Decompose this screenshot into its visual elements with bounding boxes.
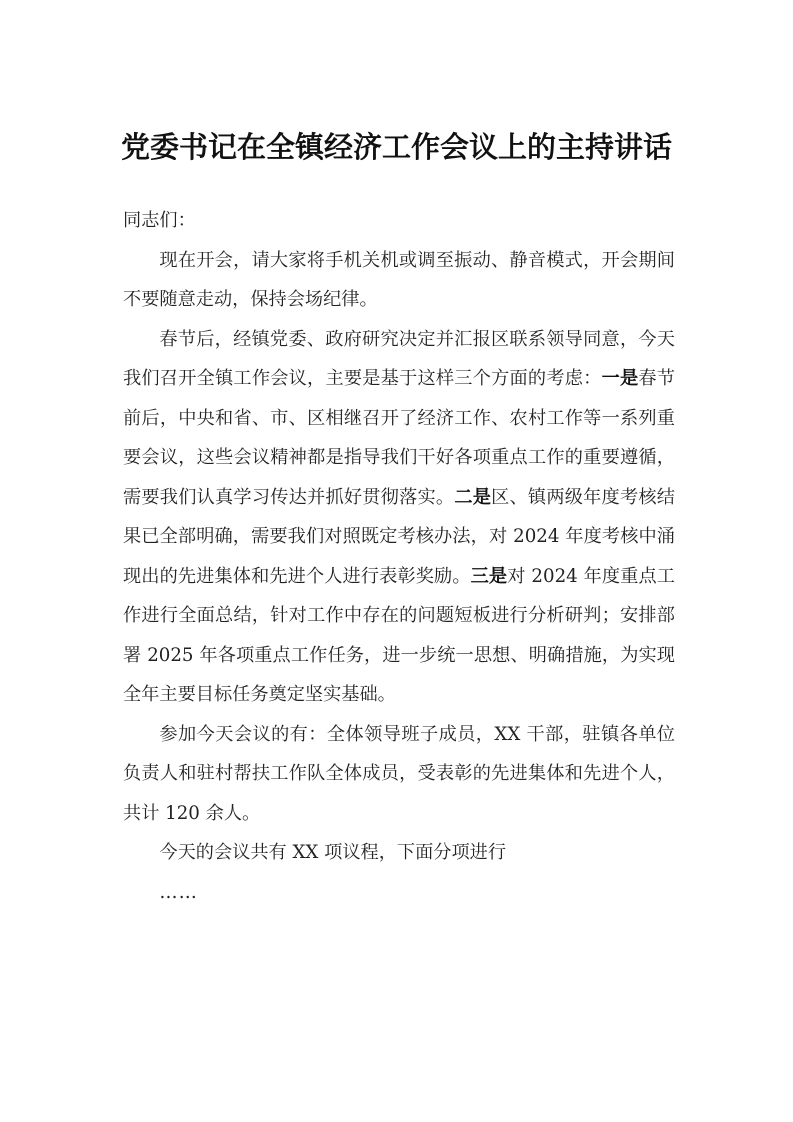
- paragraph-attendees: 参加今天会议的有：全体领导班子成员，XX 干部，驻镇各单位负责人和驻村帮扶工作队全体成员，受表彰的先进集体和先进个人，共计 120 余人。: [123, 723, 675, 824]
- reason-one-text: 春节前后，中央和省、市、区相继召开了经济工作、农村工作等一系列重要会议，这些会议精神都是指导我们干好各项重点工作的重要遵循，需要我们认真学习传达并抓好贯彻落实。: [123, 368, 675, 508]
- reason-one-label: 一是: [601, 368, 639, 389]
- paragraph-opening: 现在开会，请大家将手机关机或调至振动、静音模式，开会期间不要随意走动，保持会场纪律。: [123, 249, 675, 310]
- reason-two-text: 区、镇两级年度考核结果已全部明确，需要我们对照既定考核办法，对 2024 年度考核中涌现出的先进集体和先进个人进行表彰奖励。: [123, 486, 675, 587]
- paragraph-agenda: 今天的会议共有 XX 项议程，下面分项进行: [159, 842, 507, 863]
- ellipsis: ……: [159, 881, 198, 903]
- document-body: [123, 201, 675, 912]
- reason-three-text: 对 2024 年度重点工作进行全面总结，针对工作中存在的问题短板进行分析研判；安排部署 2025 年各项重点工作任务，进一步统一思想、明确措施，为实现全年主要目标任务奠定坚实基础。: [123, 565, 675, 705]
- reason-three-label: 三是: [470, 565, 508, 587]
- document-title: 党委书记在全镇经济工作会议上的主持讲话: [120, 130, 672, 164]
- reason-two-label: 二是: [454, 486, 492, 508]
- paragraph-reasons: [123, 320, 675, 715]
- salutation: 同志们：: [123, 210, 196, 231]
- reasons-intro: 春节后，经镇党委、政府研究决定并汇报区联系领导同意，今天我们召开全镇工作会议，主要是基于这样三个方面的考虑：: [123, 328, 675, 389]
